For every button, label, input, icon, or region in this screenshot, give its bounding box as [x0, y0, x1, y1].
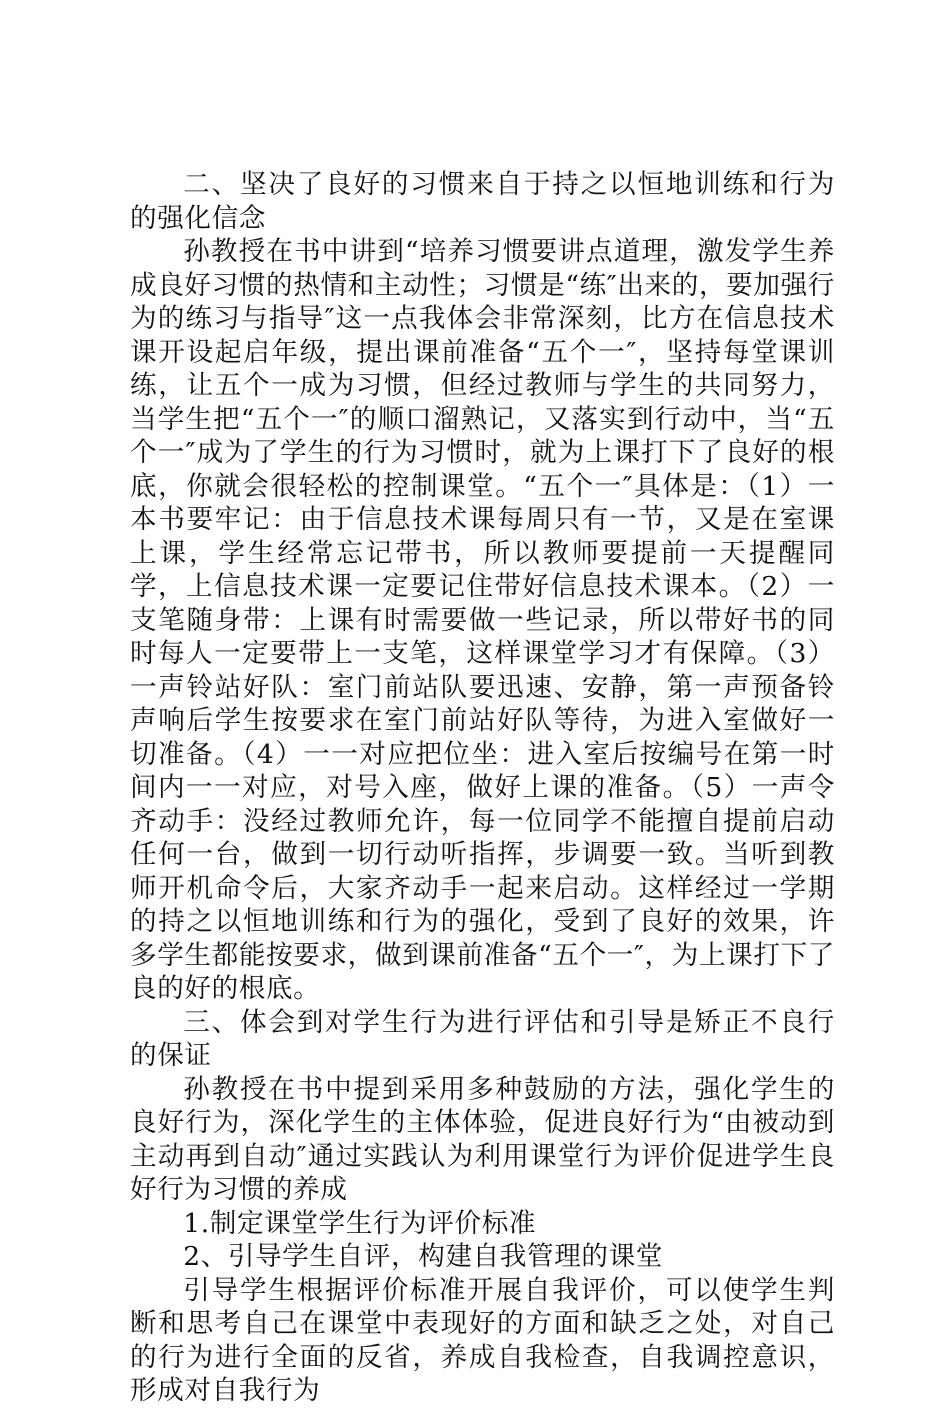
- section-heading-3: 三、体会到对学生行为进行评估和引导是矫正不良行的保证: [130, 1006, 835, 1071]
- list-item-2: 2、引导学生自评，构建自我管理的课堂: [183, 1241, 663, 1272]
- list-item-1: 1.制定课堂学生行为评价标准: [183, 1207, 537, 1239]
- body-paragraph-evaluation: 孙教授在书中提到采用多种鼓励的方法，强化学生的良好行为，深化学生的主体体验，促进良好行为“由被动到主动再到自动″通过实践认为利用课堂行为评价促进学生良好行为习惯的养成: [130, 1073, 835, 1205]
- body-paragraph-self-evaluation: 引导学生根据评价标准开展自我评价，可以使学生判断和思考自己在课堂中表现好的方面和缺乏之处，对自己的行为进行全面的反省，养成自我检查，自我调控意识，形成对自我行为: [130, 1274, 835, 1406]
- document-body: [130, 168, 835, 1408]
- body-paragraph-habits: 孙教授在书中讲到“培养习惯要讲点道理，激发学生养成良好习惯的热情和主动性；习惯是“练″出来的，要加强行为的练习与指导″这一点我体会非常深刻，比方在信息技术课开设起启年级，提出课前准备“五个一″，坚持每堂课训练，让五个一成为习惯，但经过教师与学生的共同努力，当学生把“五个一″的顺口溜熟记，又落实到行动中，当“五个一″成为了学生的行为习惯时，就为上课打下了良好的根底，你就会很轻松的控制课堂。“五个一″具体是：（1）一本书要牢记：由于信息技术课每周只有一节，又是在室课上课，学生经常忘记带书，所以教师要提前一天提醒同学，上信息技术课一定要记住带好信息技术课本。（2）一支笔随身带：上课有时需要做一些记录，所以带好书的同时每人一定要带上一支笔，这样课堂学习才有保障。（3）一声铃站好队：室门前站队要迅速、安静，第一声预备铃声响后学生按要求在室门前站好队等待，为进入室做好一切准备。（4）一一对应把位坐：进入室后按编号在第一时间内一一对应，对号入座，做好上课的准备。（5）一声令齐动手：没经过教师允许，每一位同学不能擅自提前启动任何一台，做到一切行动听指挥，步调要一致。当听到教师开机命令后，大家齐动手一起来启动。这样经过一学期的持之以恒地训练和行为的强化，受到了良好的效果，许多学生都能按要求，做到课前准备“五个一″，为上课打下了良的好的根底。: [130, 236, 835, 1004]
- section-heading-2: 二、坚决了良好的习惯来自于持之以恒地训练和行为的强化信念: [130, 169, 835, 234]
